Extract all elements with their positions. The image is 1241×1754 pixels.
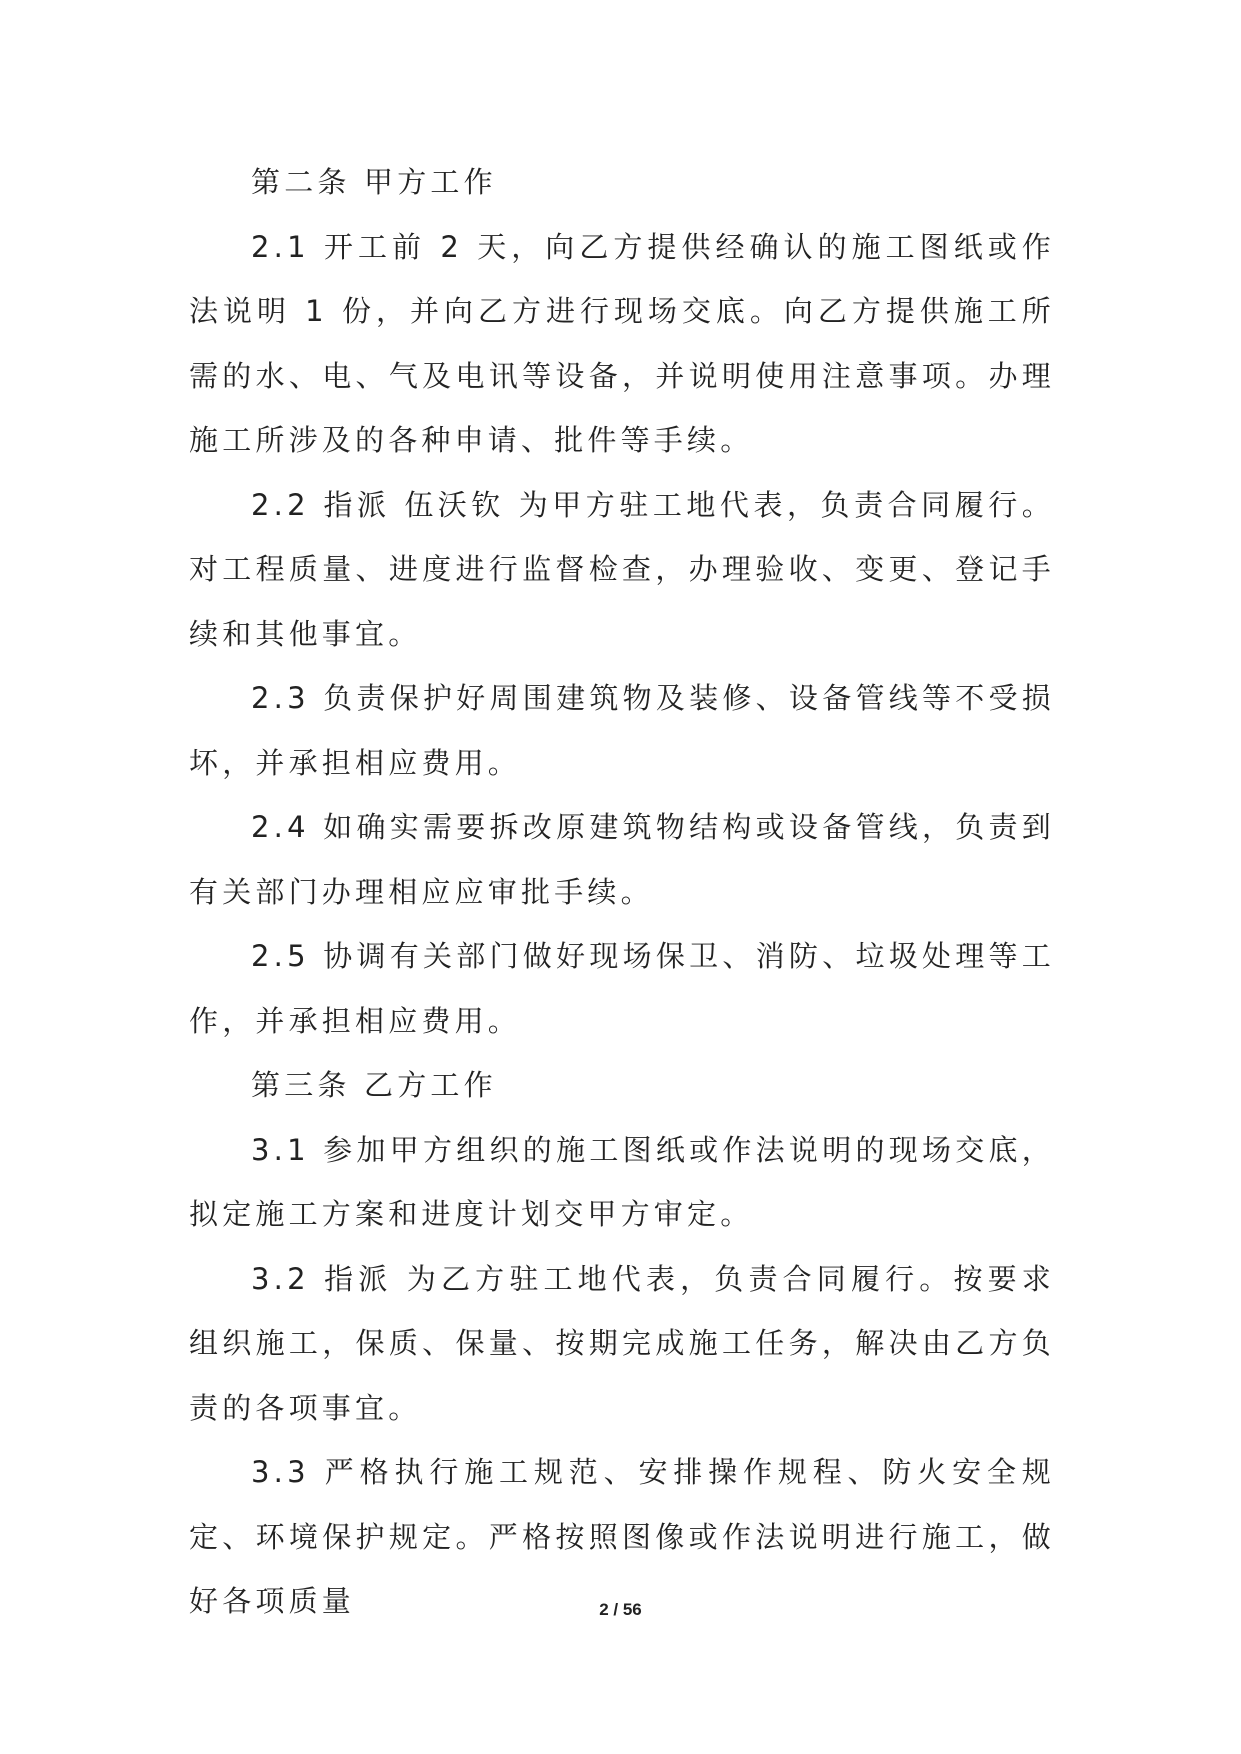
clause-3-3: 3.3 严格执行施工规范、安排操作规程、防火安全规定、环境保护规定。严格按照图像或作法说明进行施工，做好各项质量 bbox=[189, 1455, 1055, 1618]
clause-3-2: 3.2 指派 为乙方驻工地代表，负责合同履行。按要求组织施工，保质、保量、按期完成施工任务，解决由乙方负责的各项事宜。 bbox=[189, 1261, 1055, 1425]
clause-2-4: 2.4 如确实需要拆改原建筑物结构或设备管线，负责到有关部门办理相应应审批手续。 bbox=[189, 810, 1055, 909]
page-number: 2 / 56 bbox=[599, 1600, 642, 1619]
clause-2-2: 2.2 指派 伍沃钦 为甲方驻工地代表，负责合同履行。对工程质量、进度进行监督检查，办理验收、变更、登记手续和其他事宜。 bbox=[189, 487, 1055, 651]
section-heading-party-b: 第三条 乙方工作 bbox=[251, 1068, 497, 1102]
document-body bbox=[189, 150, 1055, 1634]
clause-2-3: 2.3 负责保护好周围建筑物及装修、设备管线等不受损坏，并承担相应费用。 bbox=[189, 681, 1055, 780]
clause-3-1: 3.1 参加甲方组织的施工图纸或作法说明的现场交底，拟定施工方案和进度计划交甲方审定。 bbox=[189, 1132, 1055, 1231]
clause-2-1: 2.1 开工前 2 天，向乙方提供经确认的施工图纸或作法说明 1 份，并向乙方进行现场交底。向乙方提供施工所需的水、电、气及电讯等设备，并说明使用注意事项。办理施工所涉及的各种申请、批件等手续。 bbox=[189, 229, 1055, 457]
section-heading-party-a: 第二条 甲方工作 bbox=[251, 165, 497, 199]
clause-2-5: 2.5 协调有关部门做好现场保卫、消防、垃圾处理等工作，并承担相应费用。 bbox=[189, 939, 1055, 1038]
